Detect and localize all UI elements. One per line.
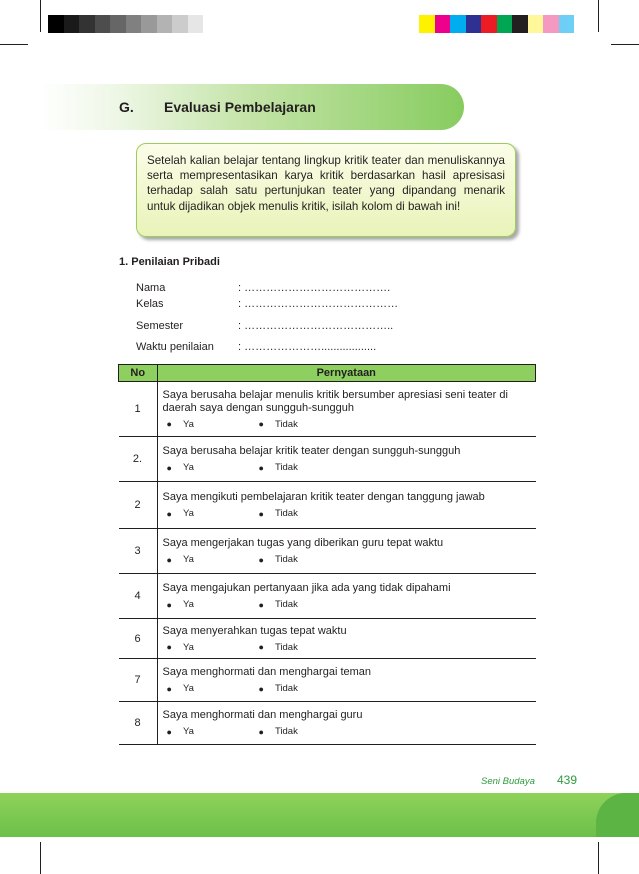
color-swatch <box>419 15 435 33</box>
bullet-icon: ● <box>258 683 264 694</box>
option-ya[interactable]: ● Ya <box>166 508 194 519</box>
color-swatch <box>559 15 575 33</box>
row-number: 4 <box>119 574 158 619</box>
gray-swatch <box>95 15 111 33</box>
evaluation-table <box>118 364 536 745</box>
bullet-icon: ● <box>258 726 264 737</box>
gray-swatch <box>64 15 80 33</box>
footer-band <box>0 793 639 837</box>
gray-swatch <box>126 15 142 33</box>
option-tidak[interactable]: ● Tidak <box>258 508 298 519</box>
table-row <box>119 574 536 619</box>
option-ya[interactable]: ● Ya <box>166 462 194 473</box>
option-ya[interactable]: ● Ya <box>166 554 194 565</box>
crop-mark <box>611 44 639 45</box>
row-number: 2 <box>119 482 158 529</box>
row-statement: Saya menyerahkan tugas tepat waktu <box>162 624 347 637</box>
table-row <box>119 659 536 702</box>
row-statement: Saya menghormati dan menghargai teman <box>162 666 372 678</box>
color-swatch <box>466 15 482 33</box>
color-swatch <box>528 15 544 33</box>
crop-mark <box>40 0 41 32</box>
gray-swatch <box>172 15 188 33</box>
instruction-text: Setelah kalian belajar tentang lingkup kritik teater dan menuliskannya serta mempresentasikan karya kritik berdasarkan hasil apresisasi terhadap salah satu pertunjukan teater yang dipandang menarik untuk dijadikan objek menulis kritik, isilah kolom di bawah ini! <box>147 154 505 213</box>
bullet-icon: ● <box>166 726 172 737</box>
page-number: 439 <box>557 773 578 787</box>
subsection-title: 1. Penilaian Pribadi <box>119 256 220 268</box>
option-tidak[interactable]: ● Tidak <box>258 462 298 473</box>
gray-swatch <box>141 15 157 33</box>
option-tidak[interactable]: ● Tidak <box>258 599 298 610</box>
bullet-icon: ● <box>166 462 172 473</box>
row-number: 8 <box>119 702 158 745</box>
option-ya[interactable]: ● Ya <box>166 418 194 430</box>
option-ya[interactable]: ● Ya <box>166 641 194 653</box>
table-row <box>119 619 536 659</box>
option-tidak[interactable]: ● Tidak <box>258 726 298 737</box>
row-number: 1 <box>119 382 158 437</box>
table-row <box>119 529 536 574</box>
row-statement: Saya mengajukan pertanyaan jika ada yang tidak dipahami <box>162 582 451 594</box>
bullet-icon: ● <box>258 462 264 473</box>
color-swatch <box>481 15 497 33</box>
color-swatch <box>497 15 513 33</box>
table-header-row <box>119 365 536 382</box>
table-row <box>119 702 536 745</box>
bullet-icon: ● <box>258 642 264 652</box>
row-number: 7 <box>119 659 158 702</box>
header-statement: Pernyataan <box>157 365 536 382</box>
info-value-semester: : ………………………………….. <box>238 320 394 332</box>
info-value-waktu: : ………………….................. <box>238 341 377 353</box>
section-letter: G. <box>119 99 134 115</box>
bullet-icon: ● <box>258 419 264 429</box>
row-statement: Saya berusaha belajar menulis kritik bersumber apresiasi seni teater di daerah saya dengan sungguh-sungguh <box>162 388 508 414</box>
gray-swatch <box>79 15 95 33</box>
section-title: Evaluasi Pembelajaran <box>164 99 316 115</box>
bullet-icon: ● <box>166 683 172 694</box>
row-statement: Saya menghormati dan menghargai guru <box>162 709 363 721</box>
gray-swatch <box>157 15 173 33</box>
table-row <box>119 437 536 482</box>
bullet-icon: ● <box>166 554 172 565</box>
bullet-icon: ● <box>258 554 264 565</box>
color-swatch <box>450 15 466 33</box>
instruction-box <box>136 143 516 237</box>
gray-swatch <box>188 15 204 33</box>
option-ya[interactable]: ● Ya <box>166 599 194 610</box>
header-no: No <box>119 365 158 382</box>
info-value-kelas: : …………………………………… <box>238 298 399 310</box>
crop-mark <box>0 44 28 45</box>
bullet-icon: ● <box>258 599 264 610</box>
table-row <box>119 382 536 437</box>
row-number: 2. <box>119 437 158 482</box>
option-tidak[interactable]: ● Tidak <box>258 554 298 565</box>
bullet-icon: ● <box>166 642 172 652</box>
gray-swatch <box>110 15 126 33</box>
gray-swatch <box>48 15 64 33</box>
footer-book-title: Seni Budaya <box>481 776 535 787</box>
color-swatch <box>435 15 451 33</box>
option-ya[interactable]: ● Ya <box>166 683 194 694</box>
row-statement: Saya mengerjakan tugas yang diberikan guru tepat waktu <box>162 537 444 549</box>
bullet-icon: ● <box>166 599 172 610</box>
crop-mark <box>40 842 41 874</box>
gray-swatch <box>203 15 219 33</box>
grayscale-color-bar <box>48 15 219 33</box>
bullet-icon: ● <box>258 508 264 519</box>
crop-mark <box>598 842 599 874</box>
row-number: 3 <box>119 529 158 574</box>
info-label-kelas: Kelas <box>136 298 164 310</box>
bullet-icon: ● <box>166 508 172 519</box>
option-tidak[interactable]: ● Tidak <box>258 641 298 653</box>
option-tidak[interactable]: ● Tidak <box>258 418 298 430</box>
row-statement: Saya mengikuti pembelajaran kritik teater dengan tanggung jawab <box>162 491 485 503</box>
option-tidak[interactable]: ● Tidak <box>258 683 298 694</box>
option-ya[interactable]: ● Ya <box>166 726 194 737</box>
cmyk-color-bar <box>419 15 574 33</box>
crop-mark <box>598 0 599 32</box>
row-statement: Saya berusaha belajar kritik teater dengan sungguh-sungguh <box>162 445 461 457</box>
info-value-nama: : …………………………………. <box>238 282 391 294</box>
bullet-icon: ● <box>166 419 172 429</box>
info-label-semester: Semester <box>136 320 184 332</box>
color-swatch <box>512 15 528 33</box>
table-row <box>119 482 536 529</box>
color-swatch <box>543 15 559 33</box>
info-label-nama: Nama <box>136 282 166 294</box>
info-label-waktu: Waktu penilaian <box>136 341 214 353</box>
row-number: 6 <box>119 619 158 659</box>
